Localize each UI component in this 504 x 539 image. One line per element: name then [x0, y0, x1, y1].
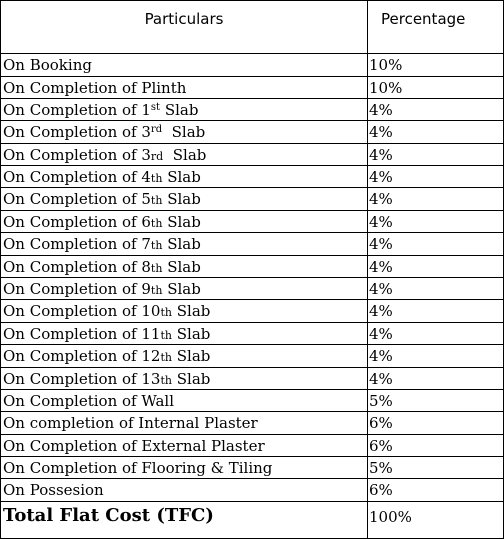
label-text: On Completion of 13 [3, 370, 161, 388]
label-text: Slab [171, 325, 211, 343]
particular-label: On Completion of Flooring & Tiling [3, 459, 273, 477]
label-text: Slab [163, 146, 207, 164]
table-row [1, 299, 503, 322]
label-text: On Completion of 10 [3, 302, 161, 320]
percentage-value: 6% [367, 412, 503, 434]
percentage-value: 6% [367, 435, 503, 456]
ordinal-suffix: th [160, 329, 172, 342]
percentage-value: 4% [367, 188, 503, 210]
label-text: Slab [162, 190, 201, 208]
ordinal-suffix: th [160, 351, 172, 364]
label-text: Slab [160, 101, 199, 119]
particular-label [1, 211, 367, 232]
label-text: Slab [162, 235, 201, 253]
table-row [1, 210, 503, 232]
percentage-value: 4% [367, 345, 503, 367]
header-particulars: Particulars [144, 10, 224, 28]
table-row [1, 277, 503, 299]
percentage-value: 4% [367, 211, 503, 232]
table-row [1, 478, 503, 501]
label-text: On Completion of 7 [3, 235, 151, 253]
table-row [1, 322, 503, 344]
label-text: On Completion of 11 [3, 325, 161, 343]
label-text: Slab [162, 168, 201, 186]
particular-label: On completion of Internal Plaster [3, 414, 258, 432]
particular-label [1, 256, 367, 277]
table-row [1, 434, 503, 456]
label-text: On Completion of 9 [3, 280, 151, 298]
percentage-value: 4% [367, 144, 503, 165]
percentage-value: 4% [367, 99, 503, 120]
table-row [1, 344, 503, 367]
total-percentage: 100% [367, 502, 503, 538]
table-row [1, 76, 503, 98]
table-row [1, 187, 503, 210]
percentage-value: 4% [367, 323, 503, 344]
particular-label: On Completion of Wall [3, 392, 175, 410]
ordinal-suffix: th [160, 306, 172, 319]
label-text: On Completion of 6 [3, 213, 151, 231]
label-text: On Completion of 12 [3, 347, 161, 365]
particular-label [1, 278, 367, 299]
label-text: On Completion of 4 [3, 168, 151, 186]
particular-label [1, 188, 367, 210]
particular-label [1, 99, 367, 120]
header-percentage: Percentage [367, 1, 503, 53]
particular-label: On Completion of External Plaster [3, 437, 265, 455]
table-row [1, 367, 503, 389]
label-text: Slab [171, 347, 211, 365]
table-row [1, 232, 503, 255]
particular-label [1, 323, 367, 344]
percentage-value: 4% [367, 278, 503, 299]
label-text: Slab [162, 280, 201, 298]
particular-label [1, 345, 367, 367]
table-row [1, 389, 503, 411]
ordinal-suffix: rd [150, 124, 163, 135]
particular-label [1, 166, 367, 187]
label-text: Slab [162, 123, 206, 141]
ordinal-suffix: th [150, 284, 163, 297]
percentage-value: 5% [367, 390, 503, 411]
percentage-value: 10% [367, 77, 503, 98]
label-text: Slab [162, 213, 201, 231]
table-row [1, 143, 503, 165]
particular-label: On Completion of Plinth [3, 79, 187, 97]
particular-label [1, 368, 367, 389]
particular-label [1, 144, 367, 165]
particular-label [1, 121, 367, 143]
label-text: On Completion of 3 [3, 146, 151, 164]
ordinal-suffix: th [160, 374, 172, 387]
table-row [1, 255, 503, 277]
header-row [1, 1, 503, 53]
percentage-value: 4% [367, 300, 503, 322]
label-text: Slab [171, 302, 211, 320]
table-row [1, 456, 503, 478]
percentage-value: 4% [367, 166, 503, 187]
table-row [1, 120, 503, 143]
total-row [1, 501, 503, 538]
particular-label [1, 300, 367, 322]
table-row [1, 165, 503, 187]
ordinal-suffix: th [150, 262, 163, 275]
percentage-value: 4% [367, 233, 503, 255]
label-text: On Completion of 8 [3, 258, 151, 276]
percentage-value: 5% [367, 457, 503, 478]
percentage-value: 4% [367, 368, 503, 389]
table-row [1, 411, 503, 434]
percentage-value: 10% [367, 54, 503, 76]
table-row [1, 53, 503, 76]
ordinal-suffix: st [150, 102, 161, 113]
ordinal-suffix: th [150, 172, 163, 185]
particular-label: On Possesion [3, 481, 104, 499]
percentage-value: 4% [367, 121, 503, 143]
particular-label [1, 233, 367, 255]
ordinal-suffix: th [150, 239, 163, 252]
label-text: On Completion of 3 [3, 123, 151, 141]
percentage-value: 6% [367, 479, 503, 501]
label-text: On Completion of 1 [3, 101, 151, 119]
label-text: On Completion of 5 [3, 190, 151, 208]
percentage-value: 4% [367, 256, 503, 277]
total-label: Total Flat Cost (TFC) [3, 505, 214, 526]
table-row [1, 98, 503, 120]
ordinal-suffix: th [150, 194, 163, 207]
label-text: Slab [171, 370, 211, 388]
particular-label: On Booking [3, 56, 92, 74]
label-text: Slab [162, 258, 201, 276]
ordinal-suffix: rd [150, 150, 164, 163]
ordinal-suffix: th [150, 217, 163, 230]
